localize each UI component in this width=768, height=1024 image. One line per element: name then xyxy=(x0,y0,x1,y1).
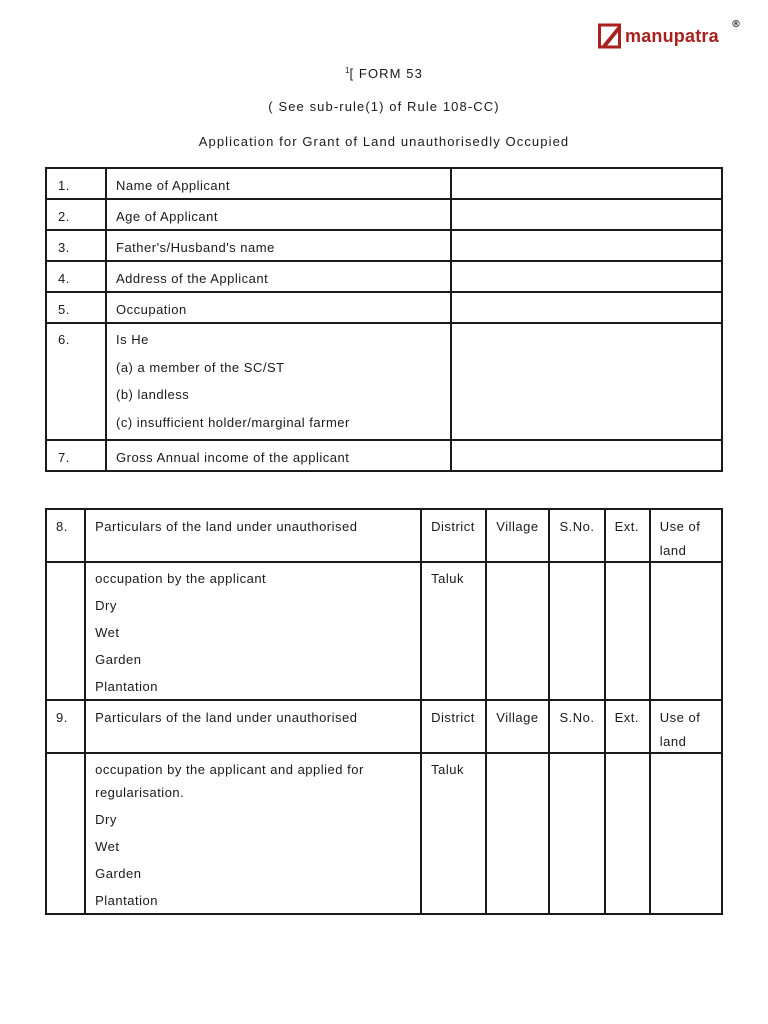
table-row xyxy=(46,753,722,914)
answer-cell[interactable] xyxy=(451,199,722,230)
answer-cell[interactable] xyxy=(451,230,722,261)
row-label: Occupation xyxy=(106,292,451,323)
answer-cell[interactable] xyxy=(451,261,722,292)
sno-cell[interactable] xyxy=(549,562,604,700)
row-number: 3. xyxy=(46,230,106,261)
table-row xyxy=(46,199,722,230)
ext-header: Ext. xyxy=(605,700,650,753)
row-label: Age of Applicant xyxy=(106,199,451,230)
header-line: Use of xyxy=(659,519,701,534)
sno-header: S.No. xyxy=(549,509,604,562)
ext-cell[interactable] xyxy=(605,562,650,700)
manupatra-logo xyxy=(598,19,741,52)
particulars-line: regularisation. xyxy=(95,785,185,800)
row-number: 2. xyxy=(46,199,106,230)
row-label-line: Is He xyxy=(116,332,149,347)
header-line: land xyxy=(659,734,687,749)
header-line: Use of xyxy=(659,710,701,725)
use-of-land-header xyxy=(650,700,722,753)
form-subtitle: ( See sub-rule(1) of Rule 108-CC) xyxy=(268,99,500,114)
form-heading: Application for Grant of Land unauthorisedly Occupied xyxy=(198,134,570,149)
form-title-text: [ FORM 53 xyxy=(349,66,423,81)
land-type-wet: Wet xyxy=(95,839,120,854)
land-type-dry: Dry xyxy=(95,812,117,827)
footnote-ref: 1 xyxy=(345,66,350,75)
row-number: 6. xyxy=(46,323,106,440)
row-number: 5. xyxy=(46,292,106,323)
land-type-dry: Dry xyxy=(95,598,117,613)
land-type-plantation: Plantation xyxy=(95,679,158,694)
table-row xyxy=(46,168,722,199)
row-number: 4. xyxy=(46,261,106,292)
particulars-cell xyxy=(85,753,421,914)
sno-header: S.No. xyxy=(549,700,604,753)
table-row xyxy=(46,261,722,292)
particulars-heading: Particulars of the land under unauthorised xyxy=(85,509,421,562)
table-row xyxy=(46,323,722,440)
table-row xyxy=(46,509,722,562)
row-label-line: (b) landless xyxy=(116,387,190,402)
village-cell[interactable] xyxy=(486,753,549,914)
use-of-land-cell[interactable] xyxy=(650,562,722,700)
answer-cell[interactable] xyxy=(451,168,722,199)
applicant-details-table xyxy=(45,167,723,472)
form-title xyxy=(0,63,768,82)
blank-cell xyxy=(46,753,85,914)
header-line: land xyxy=(659,543,687,558)
row-label: Address of the Applicant xyxy=(106,261,451,292)
row-number: 7. xyxy=(46,440,106,471)
particulars-heading: Particulars of the land under unauthorised xyxy=(85,700,421,753)
table-row xyxy=(46,292,722,323)
row-label: Gross Annual income of the applicant xyxy=(106,440,451,471)
row-label: Father's/Husband's name xyxy=(106,230,451,261)
particulars-cell xyxy=(85,562,421,700)
use-of-land-header xyxy=(650,509,722,562)
village-header: Village xyxy=(486,700,549,753)
land-type-wet: Wet xyxy=(95,625,120,640)
ext-header: Ext. xyxy=(605,509,650,562)
district-header: District xyxy=(421,509,486,562)
land-type-garden: Garden xyxy=(95,866,142,881)
particulars-line: occupation by the applicant and applied for xyxy=(95,762,364,777)
registered-mark: ® xyxy=(731,19,741,30)
answer-cell[interactable] xyxy=(451,292,722,323)
row-number: 8. xyxy=(46,509,85,562)
land-particulars-table xyxy=(45,508,723,915)
row-number: 9. xyxy=(46,700,85,753)
row-label-line: (c) insufficient holder/marginal farmer xyxy=(116,414,350,430)
ext-cell[interactable] xyxy=(605,753,650,914)
village-header: Village xyxy=(486,509,549,562)
answer-cell[interactable] xyxy=(451,440,722,471)
sno-cell[interactable] xyxy=(549,753,604,914)
row-number: 1. xyxy=(46,168,106,199)
table-row xyxy=(46,230,722,261)
row-label xyxy=(106,323,451,440)
manupatra-logo-icon xyxy=(598,23,622,49)
land-type-plantation: Plantation xyxy=(95,893,158,908)
row-label-line: (a) a member of the SC/ST xyxy=(116,359,285,375)
village-cell[interactable] xyxy=(486,562,549,700)
land-type-garden: Garden xyxy=(95,652,142,667)
table-row xyxy=(46,562,722,700)
taluk-label: Taluk xyxy=(421,562,486,700)
row-label: Name of Applicant xyxy=(106,168,451,199)
taluk-label: Taluk xyxy=(421,753,486,914)
table-row xyxy=(46,700,722,753)
table-row xyxy=(46,440,722,471)
district-header: District xyxy=(421,700,486,753)
logo-text: manupatra xyxy=(625,26,719,46)
use-of-land-cell[interactable] xyxy=(650,753,722,914)
blank-cell xyxy=(46,562,85,700)
particulars-line: occupation by the applicant xyxy=(95,571,267,586)
answer-cell[interactable] xyxy=(451,323,722,440)
